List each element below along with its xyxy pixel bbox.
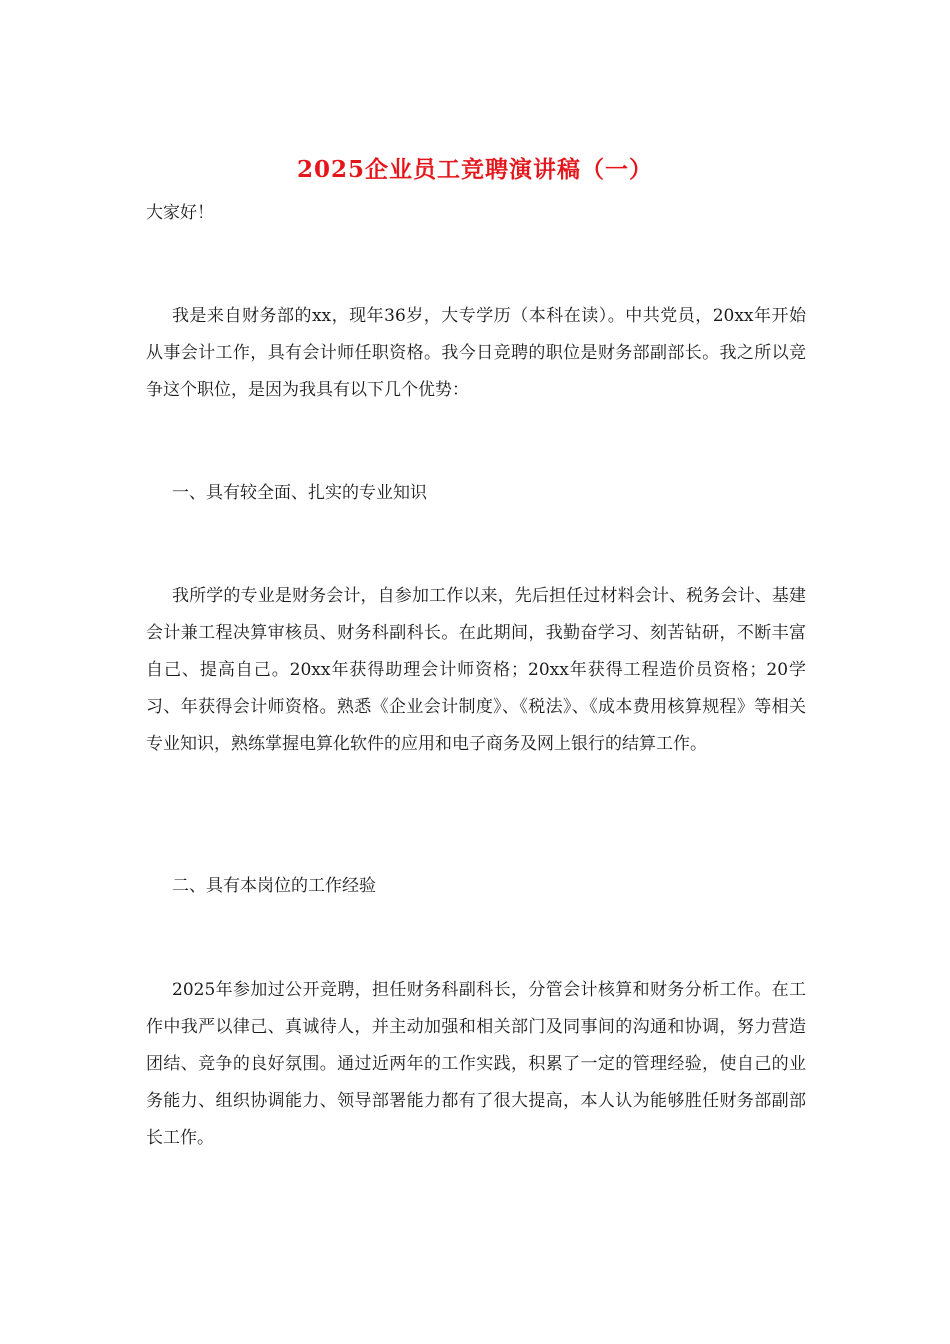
section-heading-2: 二、具有本岗位的工作经验	[172, 876, 376, 896]
document-title: 2025企业员工竞聘演讲稿（一）	[296, 156, 653, 183]
paragraph-intro: 我是来自财务部的xx，现年36岁，大专学历（本科在读）。中共党员，20xx年开始从事会计工作，具有会计师任职资格。我今日竞聘的职位是财务部副部长。我之所以竞争这个职位，是因为我具有以下几个优势：	[146, 306, 806, 400]
paragraph-knowledge: 我所学的专业是财务会计，自参加工作以来，先后担任过材料会计、税务会计、基建会计兼工程决算审核员、财务科副科长。在此期间，我勤奋学习、刻苦钻研，不断丰富自己、提高自己。20xx年获得助理会计师资格；20xx年获得工程造价员资格；20学习、年获得会计师资格。熟悉《企业会计制度》、《税法》、《成本费用核算规程》等相关专业知识，熟练掌握电算化软件的应用和电子商务及网上银行的结算工作。	[146, 586, 806, 754]
section-heading-1: 一、具有较全面、扎实的专业知识	[172, 483, 427, 503]
paragraph-experience: 2025年参加过公开竞聘，担任财务科副科长，分管会计核算和财务分析工作。在工作中我严以律己、真诚待人，并主动加强和相关部门及同事间的沟通和协调，努力营造团结、竞争的良好氛围。通过近两年的工作实践，积累了一定的管理经验，使自己的业务能力、组织协调能力、领导部署能力都有了很大提高，本人认为能够胜任财务部副部长工作。	[146, 980, 806, 1148]
greeting: 大家好！	[146, 203, 214, 223]
